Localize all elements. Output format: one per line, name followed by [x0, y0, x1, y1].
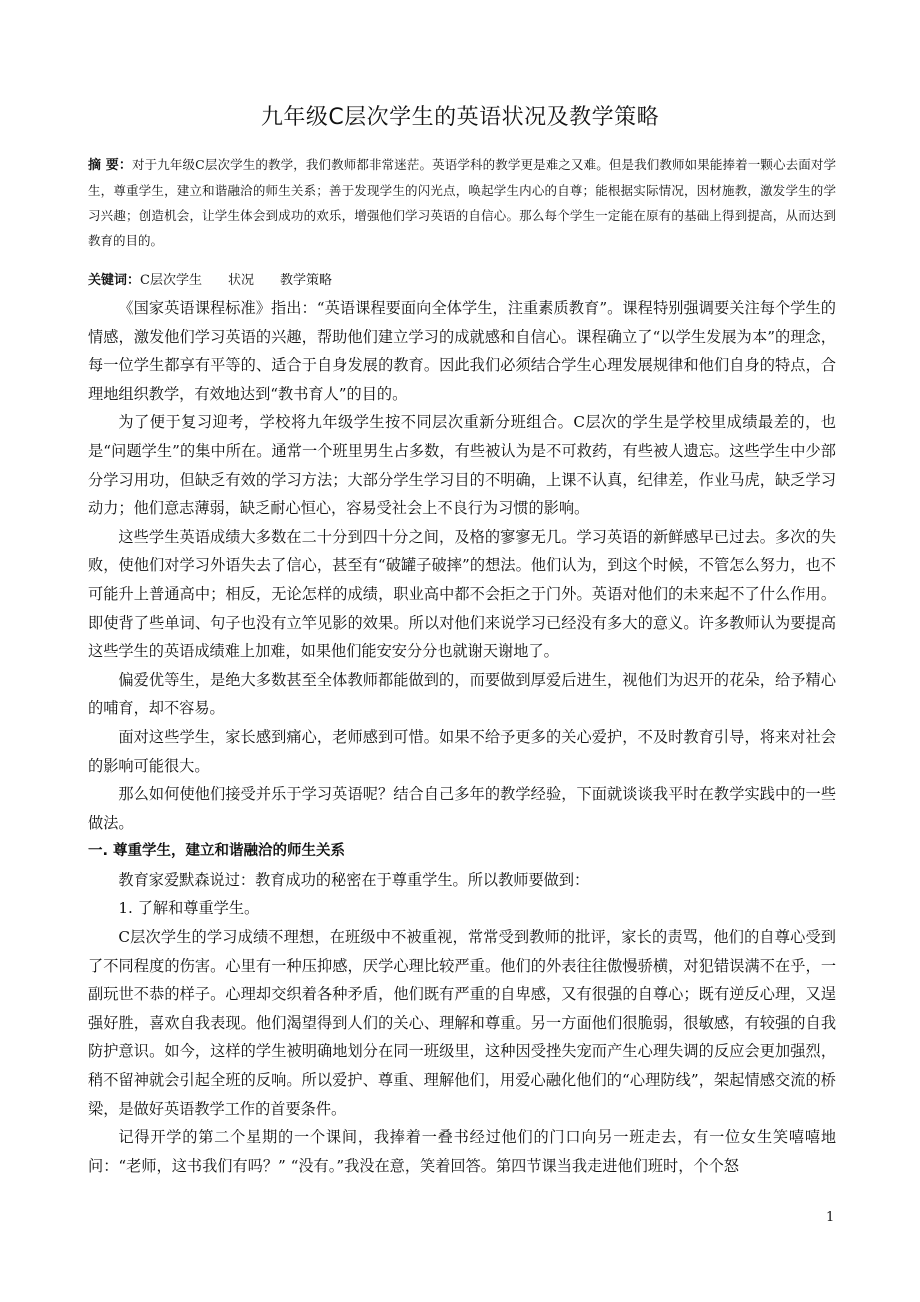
paragraph: 为了便于复习迎考，学校将九年级学生按不同层次重新分班组合。C层次的学生是学校里成绩最差的，也是“问题学生”的集中所在。通常一个班里男生占多数，有些被认为是不可救药，有些被人遗忘。这些学生中少部分学习用功，但缺乏有效的学习方法；大部分学生学习目的不明确，上课不认真，纪律差，作业马虎，缺乏学习动力；他们意志薄弱，缺乏耐心恒心，容易受社会上不良行为习惯的影响。 — [88, 413, 836, 518]
paragraph: 教育家爱默森说过：教育成功的秘密在于尊重学生。所以教师要做到： — [118, 870, 590, 889]
paragraph: 《国家英语课程标准》指出：“英语课程要面向全体学生，注重素质教育”。课程特别强调要关注每个学生的情感，激发他们学习英语的兴趣，帮助他们建立学习的成就感和自信心。课程确立了“以学生发展为本”的理念，每一位学生都享有平等的、适合于自身发展的教育。因此我们必须结合学生心理发展规律和他们自身的特点，合理地组织教学，有效地达到“教书育人”的目的。 — [88, 299, 836, 403]
keyword: C层次学生 — [140, 273, 202, 288]
abstract-text: 对于九年级C层次学生的教学，我们教师都非常迷茫。英语学科的教学更是难之又难。但是我们教师如果能捧着一颗心去面对学生，尊重学生，建立和谐融洽的师生关系；善于发现学生的闪光点，唤起学生内心的自尊；能根据实际情况，因材施教，激发学生的学习兴趣；创造机会，让学生体会到成功的欢乐，增强他们学习英语的自信心。那么每个学生一定能在原有的基础上得到提高，从而达到教育的目的。 — [88, 157, 836, 248]
body-text — [88, 294, 836, 1180]
page-number: 1 — [826, 1210, 835, 1225]
paragraph: C层次学生的学习成绩不理想，在班级中不被重视，常常受到教师的批评，家长的责骂，他们的自尊心受到了不同程度的伤害。心里有一种压抑感，厌学心理比较严重。他们的外表往往傲慢骄横，对犯错误满不在乎，一副玩世不恭的样子。心理却交织着各种矛盾，他们既有严重的自卑感，又有很强的自尊心；既有逆反心理，又逞强好胜，喜欢自我表现。他们渴望得到人们的关心、理解和尊重。另一方面他们很脆弱，很敏感，有较强的自我防护意识。如今，这样的学生被明确地划分在同一班级里，这种因受挫失宠而产生心理失调的反应会更加强烈，稍不留神就会引起全班的反响。所以爱护、尊重、理解他们，用爱心融化他们的“心理防线”，架起情感交流的桥梁，是做好英语教学工作的首要条件。 — [88, 928, 836, 1118]
abstract — [88, 152, 836, 253]
paragraph: 面对这些学生，家长感到痛心，老师感到可惜。如果不给予更多的关心爱护，不及时教育引导，将来对社会的影响可能很大。 — [88, 727, 836, 775]
keyword: 教学策略 — [279, 273, 332, 288]
paragraph: 记得开学的第二个星期的一个课间，我捧着一叠书经过他们的门口向另一班走去，有一位女生笑嘻嘻地问：“老师，这书我们有吗？” “没有。”我没在意，笑着回答。第四节课当我走进他们班时，个个怒 — [88, 1128, 836, 1175]
document-title: 九年级C层次学生的英语状况及教学策略 — [260, 105, 660, 130]
keyword: 状况 — [227, 273, 254, 288]
paragraph: 偏爱优等生，是绝大多数甚至全体教师都能做到的，而要做到厚爱后进生，视他们为迟开的花朵，给予精心的哺育，却不容易。 — [88, 670, 836, 718]
abstract-label: 摘 要： — [88, 158, 133, 173]
keywords — [88, 269, 836, 293]
paragraph: 1. 了解和尊重学生。 — [118, 899, 260, 918]
keywords-label: 关键词： — [88, 273, 141, 288]
paragraph: 那么如何使他们接受并乐于学习英语呢？结合自己多年的教学经验，下面就谈谈我平时在教学实践中的一些做法。 — [88, 785, 836, 832]
section-heading: 一. 尊重学生，建立和谐融洽的师生关系 — [88, 843, 346, 860]
paragraph: 这些学生英语成绩大多数在二十分到四十分之间，及格的寥寥无几。学习英语的新鲜感早已过去。多次的失败，使他们对学习外语失去了信心，甚至有“破罐子破摔”的想法。他们认为，到这个时候，不管怎么努力，也不可能升上普通高中；相反，无论怎样的成绩，职业高中都不会拒之于门外。英语对他们的未来起不了什么作用。即使背了些单词、句子也没有立竿见影的效果。所以对他们来说学习已经没有多大的意义。许多教师认为要提高这些学生的英语成绩难上加难，如果他们能安安分分也就谢天谢地了。 — [88, 527, 836, 661]
